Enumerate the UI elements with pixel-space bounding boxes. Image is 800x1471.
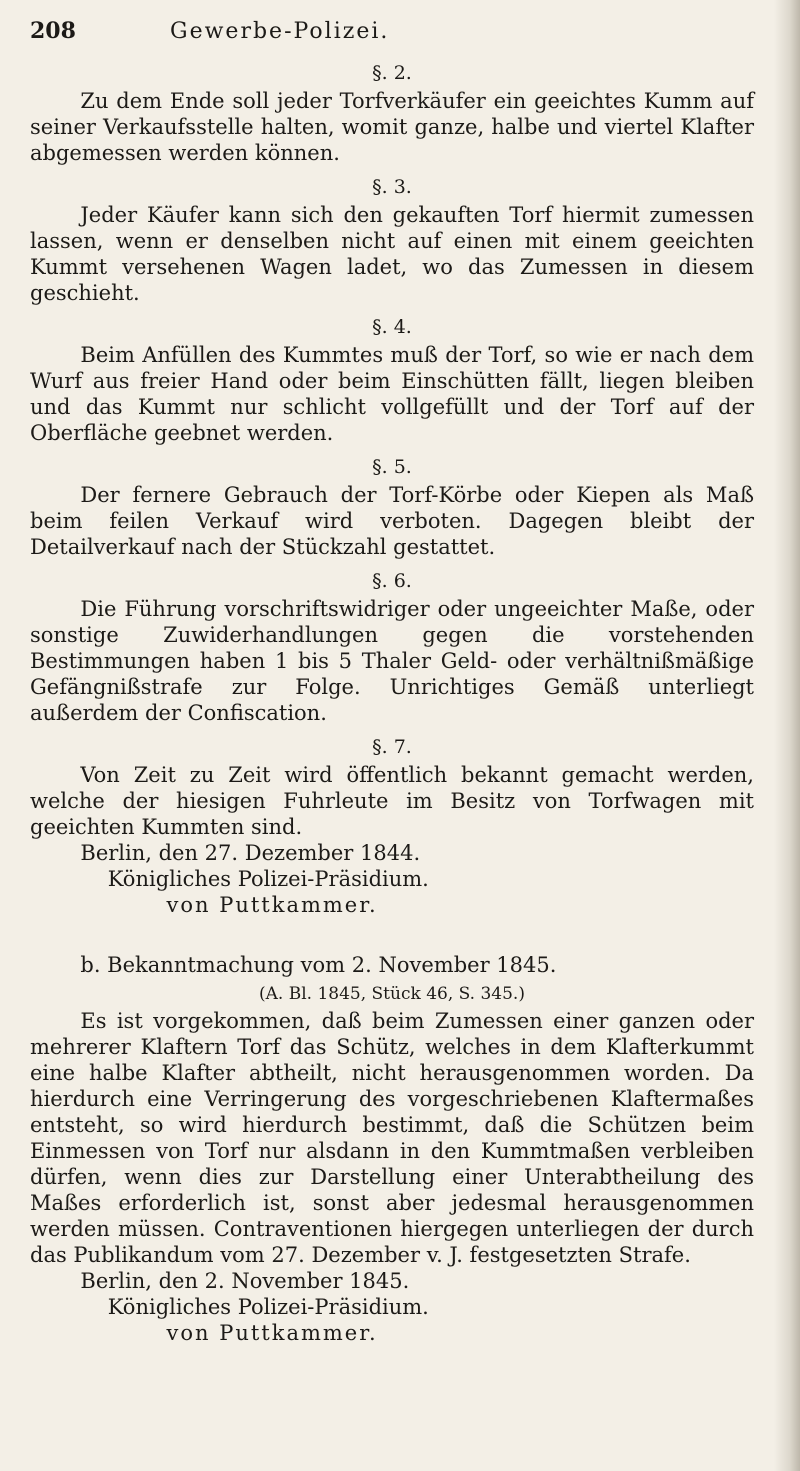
signature-name: von Puttkammer. bbox=[166, 1321, 378, 1345]
section-7 bbox=[30, 736, 754, 840]
signature-date: Berlin, den 2. November 1845. bbox=[80, 1269, 410, 1293]
paragraph-number: §. 2. bbox=[372, 62, 412, 84]
paragraph-number: §. 7. bbox=[372, 736, 412, 758]
signature-block-a bbox=[30, 840, 754, 918]
paragraph-text: Beim Anfüllen des Kummtes muß der Torf, so wie er nach dem Wurf aus freier Hand oder beim Einschütten fällt, liegen bleiben und das Kummt nur schlicht vollgefüllt und der Torf auf der Oberfläche geebnet werden. bbox=[30, 343, 754, 445]
paragraph-text: Der fernere Gebrauch der Torf-Körbe oder Kiepen als Maß beim feilen Verkauf wird verboten. Dagegen bleibt der Detailverkauf nach der Stückzahl gestattet. bbox=[30, 483, 754, 559]
announcement-title: b. Bekanntmachung vom 2. November 1845. bbox=[80, 953, 557, 977]
section-5 bbox=[30, 456, 754, 560]
signature-block-b bbox=[30, 1268, 754, 1346]
section-6 bbox=[30, 570, 754, 726]
announcement-text: Es ist vorgekommen, daß beim Zumessen einer ganzen oder mehrerer Klaftern Torf das Schütz, welches in dem Klafterkummt eine halbe Klafter abtheilt, nicht herausgenommen worden. Da hierdurch eine Verringerung des vorgeschriebenen Klaftermaßes entsteht, so wird hierdurch bestimmt, daß die Schützen beim Einmessen von Torf nur alsdann in den Kummtmaßen verbleiben dürfen, wenn dies zur Darstellung einer Unterabtheilung des Maßes erforderlich ist, sonst aber jedesmal herausgenommen werden müssen. Contraventionen hiergegen unterliegen der durch das Publikandum vom 27. Dezember v. J. festgesetzten Strafe. bbox=[30, 1009, 754, 1267]
paragraph-number: §. 3. bbox=[372, 176, 412, 198]
page-header bbox=[30, 18, 754, 52]
paragraph-text: Zu dem Ende soll jeder Torfverkäufer ein geeichtes Kumm auf seiner Verkaufsstelle halten, womit ganze, halbe und viertel Klafter abgemessen werden können. bbox=[30, 89, 754, 165]
signature-authority: Königliches Polizei-Präsidium. bbox=[107, 1295, 429, 1319]
signature-authority: Königliches Polizei-Präsidium. bbox=[107, 867, 429, 891]
section-4 bbox=[30, 316, 754, 446]
announcement-citation: (A. Bl. 1845, Stück 46, S. 345.) bbox=[259, 984, 525, 1004]
section-3 bbox=[30, 176, 754, 306]
paragraph-text: Jeder Käufer kann sich den gekauften Torf hiermit zumessen lassen, wenn er denselben nicht auf einen mit einem geeichten Kummt versehenen Wagen ladet, wo das Zumessen in diesem geschieht. bbox=[30, 203, 754, 305]
section-2 bbox=[30, 62, 754, 166]
paragraph-number: §. 4. bbox=[372, 316, 412, 338]
paragraph-number: §. 5. bbox=[372, 456, 412, 478]
signature-date: Berlin, den 27. Dezember 1844. bbox=[80, 841, 421, 865]
page-edge-shadow bbox=[774, 0, 800, 1471]
signature-name: von Puttkammer. bbox=[166, 893, 378, 917]
paragraph-text: Von Zeit zu Zeit wird öffentlich bekannt gemacht werden, welche der hiesigen Fuhrleute im Besitz von Torfwagen mit geeichten Kummten sind. bbox=[30, 763, 754, 839]
running-title: Gewerbe-Polizei. bbox=[170, 19, 390, 44]
page-number: 208 bbox=[30, 18, 76, 44]
paragraph-text: Die Führung vorschriftswidriger oder ungeeichter Maße, oder sonstige Zuwiderhandlungen gegen die vorstehenden Bestimmungen haben 1 bis 5 Thaler Geld- oder verhältnißmäßige Gefängnißstrafe zur Folge. Unrichtiges Gemäß unterliegt außerdem der Confiscation. bbox=[30, 597, 754, 725]
paragraph-number: §. 6. bbox=[372, 570, 412, 592]
